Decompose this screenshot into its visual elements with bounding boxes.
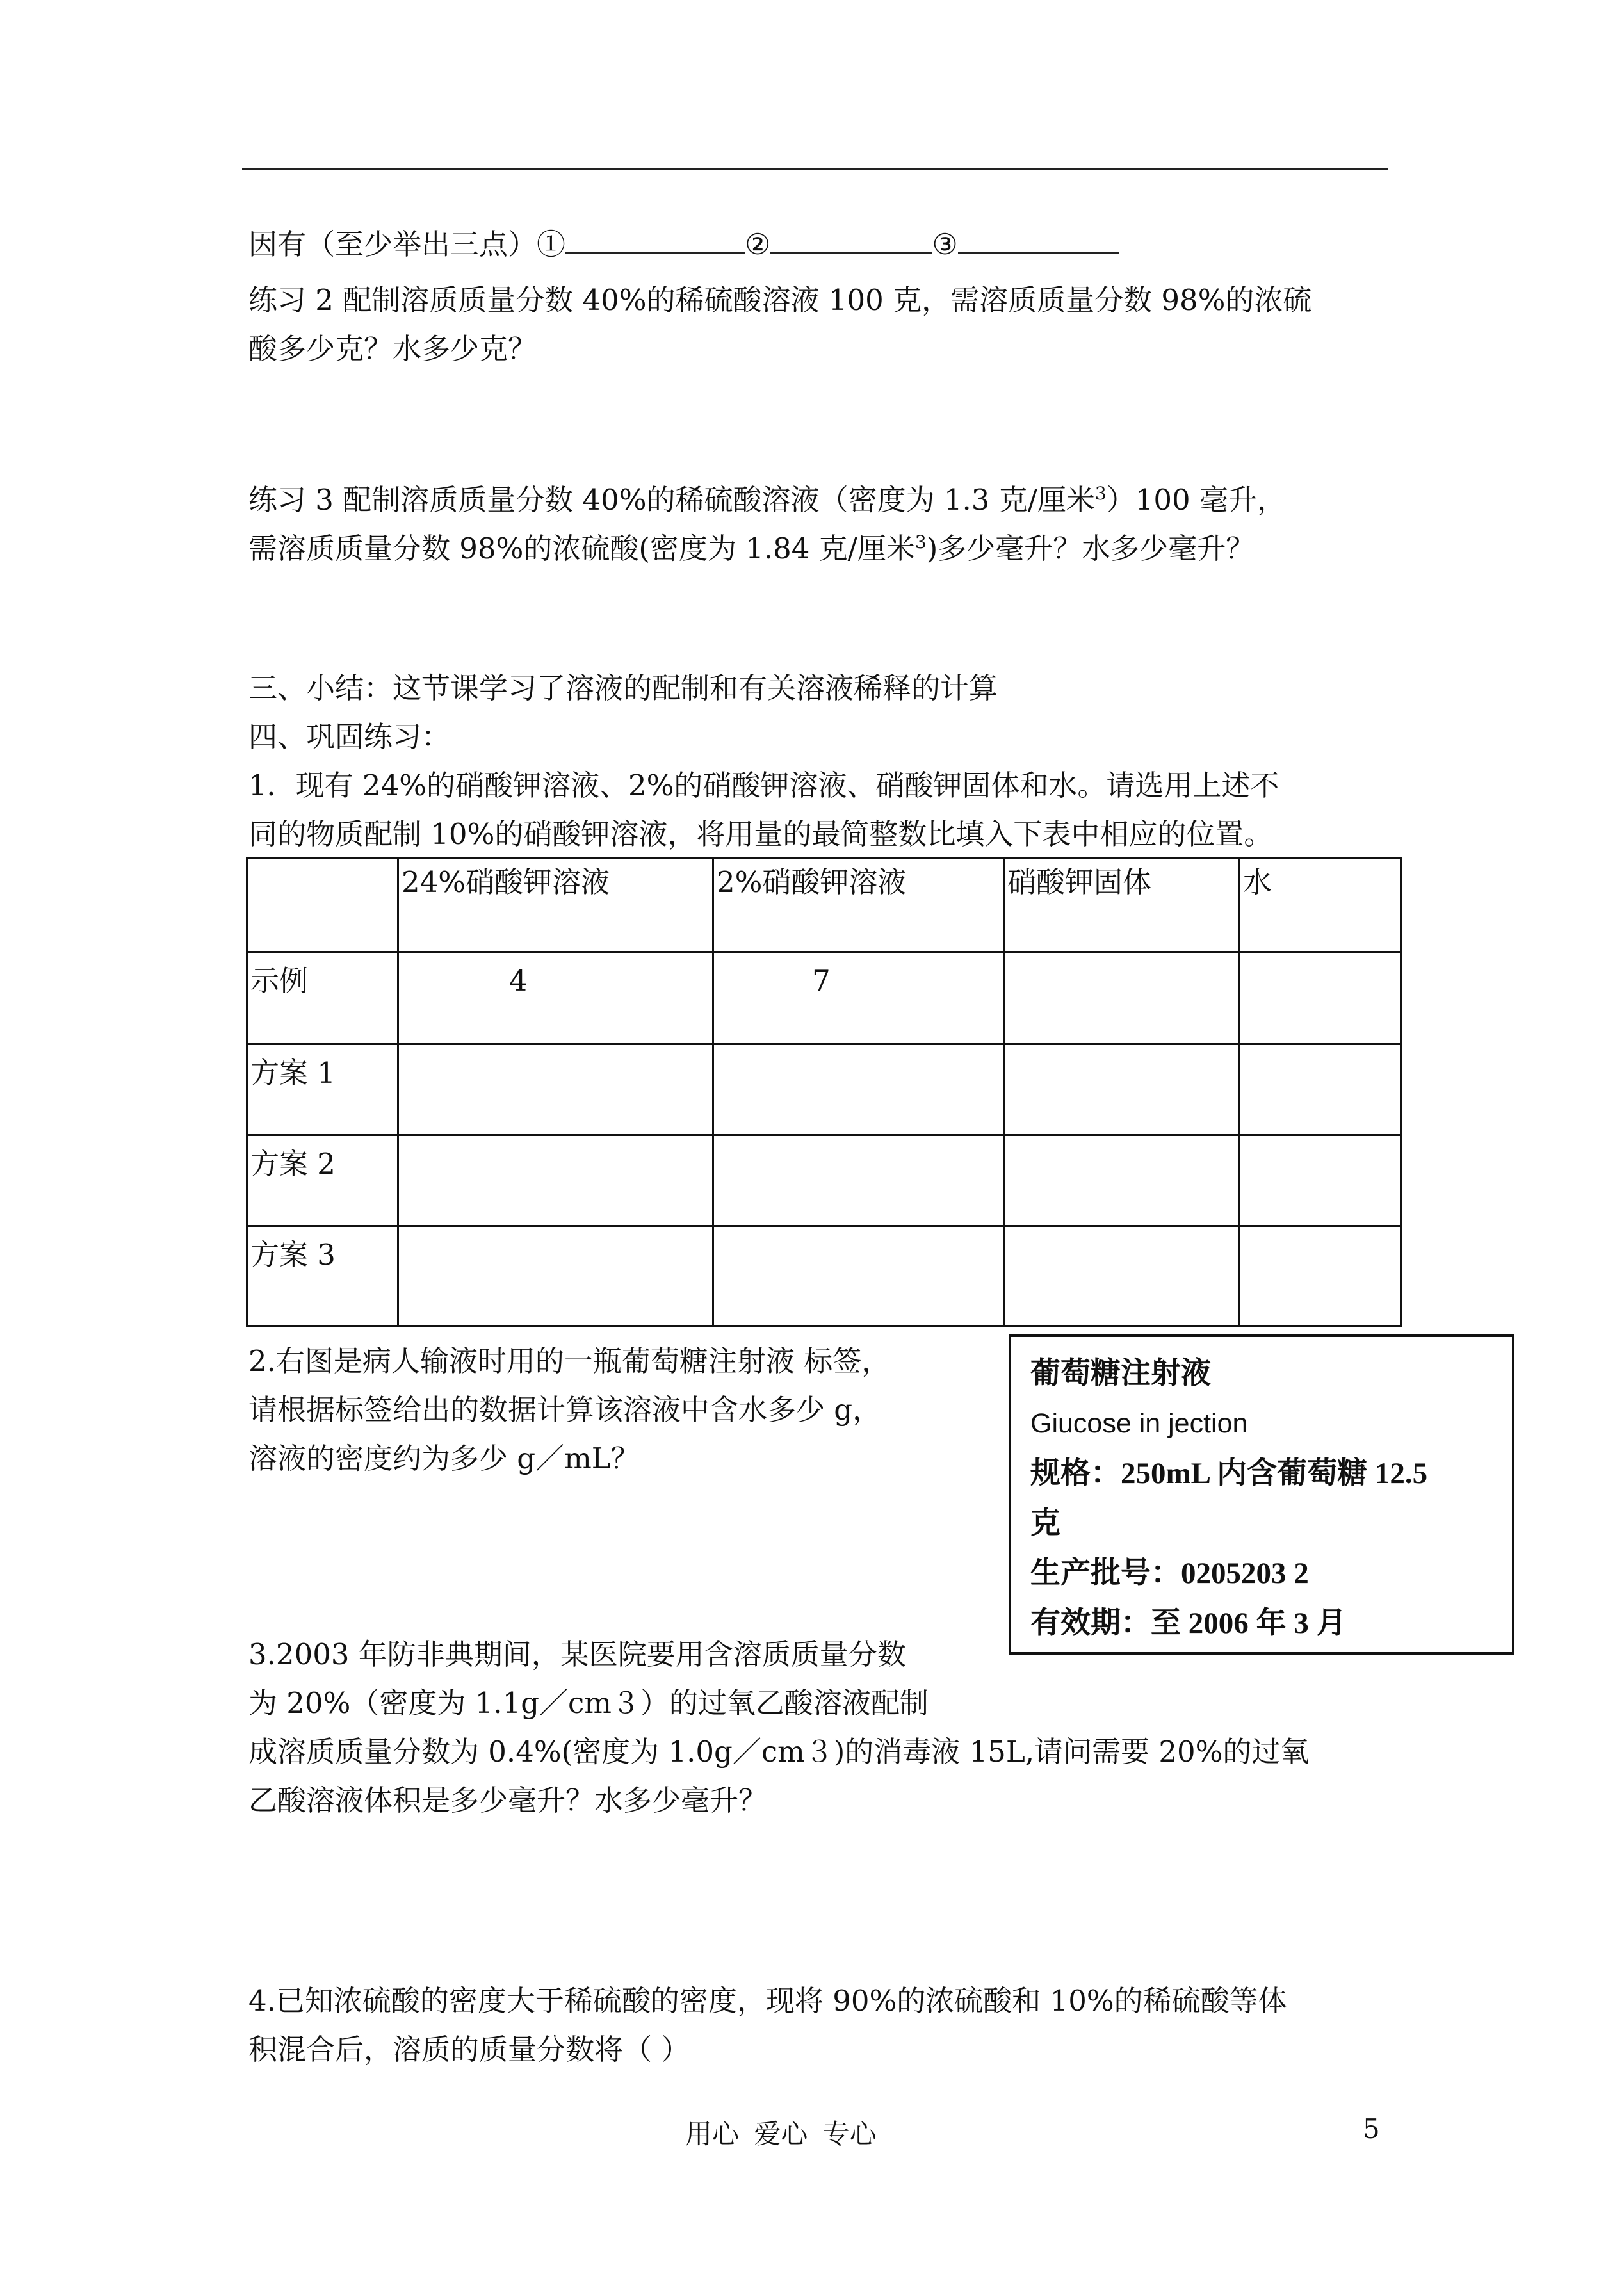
header-cell: 2%硝酸钾溶液: [713, 859, 1004, 952]
reasons-line: [248, 226, 1119, 263]
ratio-table: [246, 857, 1402, 1327]
table-cell[interactable]: [1004, 1226, 1240, 1326]
superscript-3: 3: [1094, 483, 1107, 504]
table-cell[interactable]: [713, 1226, 1004, 1326]
label-title: 葡萄糖注射液: [1030, 1357, 1211, 1390]
question-2-line-2: 请根据标签给出的数据计算该溶液中含水多少 g，: [248, 1393, 882, 1427]
table-row: [247, 952, 1401, 1044]
table-cell[interactable]: [398, 1044, 713, 1135]
row-label: 方案 2: [247, 1135, 398, 1226]
label-english-name: Giucose in jection: [1030, 1408, 1248, 1439]
label-batch-number: 生产批号：0205203 2: [1030, 1557, 1309, 1590]
practice-heading: 四、巩固练习：: [248, 720, 451, 754]
row-label: 方案 1: [247, 1044, 398, 1135]
question-4-line-1: 4.已知浓硫酸的密度大于稀硫酸的密度，现将 90%的浓硫酸和 10%的稀硫酸等体: [248, 1984, 1287, 2018]
table-cell[interactable]: [713, 1044, 1004, 1135]
table-cell[interactable]: [398, 1135, 713, 1226]
table-cell[interactable]: [1004, 1135, 1240, 1226]
table-cell[interactable]: [1240, 1135, 1401, 1226]
label-expiry-date: 有效期：至 2006 年 3 月: [1030, 1607, 1347, 1640]
table-cell[interactable]: [1004, 952, 1240, 1044]
table-cell[interactable]: [1240, 952, 1401, 1044]
question-3-line-1: 3.2003 年防非典期间，某医院要用含溶质质量分数: [248, 1637, 906, 1671]
exercise-3-line-1: [248, 475, 1286, 519]
glucose-injection-label: [1009, 1334, 1514, 1655]
header-cell: 水: [1240, 859, 1401, 952]
header-cell: 24%硝酸钾溶液: [398, 859, 713, 952]
label-spec-line-1: 规格：250mL 内含葡萄糖 12.5: [1030, 1457, 1428, 1490]
question-3-line-4: 乙酸溶液体积是多少毫升？水多少毫升？: [248, 1783, 768, 1817]
question-1-line-1: 1．现有 24%的硝酸钾溶液、2%的硝酸钾溶液、硝酸钾固体和水。请选用上述不: [248, 768, 1279, 802]
table-row: [247, 1044, 1401, 1135]
exercise-3-text-b-tail: )多少毫升？水多少毫升？: [926, 531, 1255, 565]
circle-3: ③: [932, 227, 958, 261]
header-rule: [242, 168, 1388, 170]
question-3-line-3: 成溶质质量分数为 0.4%(密度为 1.0g／cm３)的消毒液 15L,请问需要 20%的过氧: [248, 1735, 1310, 1769]
table-cell[interactable]: [713, 1135, 1004, 1226]
row-label: 方案 3: [247, 1226, 398, 1326]
table-cell[interactable]: [1240, 1044, 1401, 1135]
summary-heading: 三、小结：这节课学习了溶液的配制和有关溶液稀释的计算: [248, 671, 998, 705]
exercise-3-text-b: 需溶质质量分数 98%的浓硫酸(密度为 1.84 克/厘米: [248, 531, 915, 565]
exercise-3-line-2: [248, 524, 1255, 567]
table-cell[interactable]: [398, 1226, 713, 1326]
table-row: [247, 1135, 1401, 1226]
exercise-3-text-a-tail: ）100 毫升，: [1106, 483, 1286, 517]
header-cell: 硝酸钾固体: [1004, 859, 1240, 952]
row-label: 示例: [247, 952, 398, 1044]
table-cell[interactable]: [1004, 1044, 1240, 1135]
page-number: 5: [1363, 2113, 1380, 2145]
blank-2[interactable]: [770, 227, 932, 254]
footer-slogan: 用心 爱心 专心: [685, 2118, 877, 2150]
superscript-3: 3: [914, 531, 927, 553]
table-cell[interactable]: [1240, 1226, 1401, 1326]
question-3-line-2: 为 20%（密度为 1.1g／cm３）的过氧乙酸溶液配制: [248, 1686, 929, 1720]
question-1-line-2: 同的物质配制 10%的硝酸钾溶液，将用量的最简整数比填入下表中相应的位置。: [248, 817, 1273, 851]
exercise-3-text-a: 练习 3 配制溶质质量分数 40%的稀硫酸溶液（密度为 1.3 克/厘米: [248, 483, 1095, 517]
question-2-line-3: 溶液的密度约为多少 g／mL？: [248, 1441, 640, 1475]
label-spec-line-2: 克: [1030, 1507, 1060, 1540]
circle-2: ②: [745, 227, 771, 261]
question-4-line-2: 积混合后，溶质的质量分数将（ ）: [248, 2032, 690, 2066]
table-header-row: [247, 859, 1401, 952]
question-2-line-1: 2.右图是病人输液时用的一瓶葡萄糖注射液 标签，: [248, 1344, 891, 1378]
exercise-2-line-1: 练习 2 配制溶质质量分数 40%的稀硫酸溶液 100 克，需溶质质量分数 98%的浓硫: [248, 283, 1312, 317]
blank-3[interactable]: [958, 227, 1119, 254]
table-cell[interactable]: 7: [713, 952, 1004, 1044]
table-row: [247, 1226, 1401, 1326]
header-cell: [247, 859, 398, 952]
reasons-prefix: 因有（至少举出三点）①: [248, 227, 566, 261]
exercise-2-line-2: 酸多少克？水多少克？: [248, 332, 537, 366]
blank-1[interactable]: [565, 227, 745, 254]
table-cell[interactable]: 4: [398, 952, 713, 1044]
